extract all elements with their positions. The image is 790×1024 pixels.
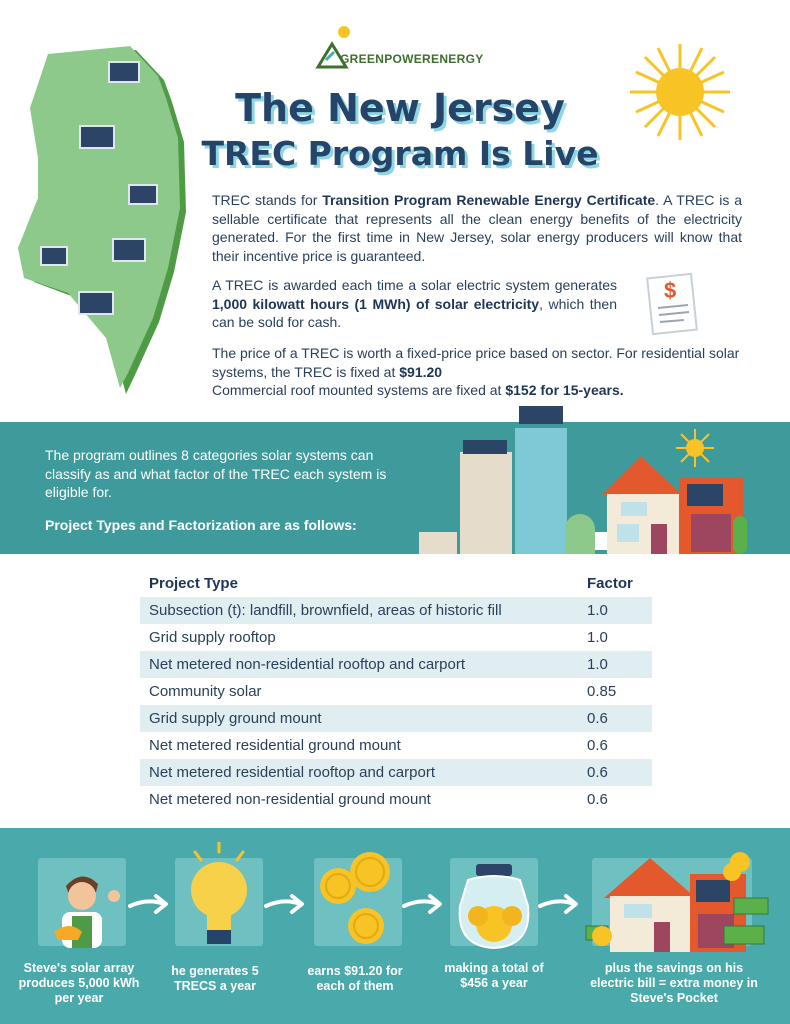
page-title-line2: TREC Program Is Live [201, 134, 599, 173]
sun-icon [618, 42, 742, 142]
intro-paragraph-3: The price of a TREC is worth a fixed-price price based on sector. For residential solar systems, the TREC is fixed at $91.20 Commercial roof mounted systems are fixed at $152 for 15-years. [212, 345, 740, 398]
solar-panel-icon [79, 125, 115, 149]
factor-cell: 0.6 [578, 759, 652, 786]
solar-panel-icon [519, 406, 563, 424]
bush-icon [565, 514, 595, 554]
page-title-line1: The New Jersey [235, 86, 565, 130]
project-type-table [140, 570, 652, 813]
step-caption: he generates 5 TRECS a year [171, 964, 259, 993]
project-type-cell: Net metered non-residential ground mount [149, 791, 431, 808]
table-row [140, 786, 652, 813]
project-type-cell: Net metered residential ground mount [149, 737, 401, 754]
factor-cell: 0.85 [587, 683, 617, 700]
table-row [140, 732, 652, 759]
project-type-cell: Community solar [149, 683, 262, 700]
house-money-icon [584, 842, 774, 954]
arrow-right-icon [264, 892, 308, 916]
lightbulb-icon [183, 842, 255, 948]
table-row [140, 651, 652, 678]
band-description: The program outlines 8 categories solar systems can classify as and what factor of the TREC each system is eligible for. [45, 447, 387, 500]
intro-paragraph-2: A TREC is awarded each time a solar electric system generates 1,000 kilowatt hours (1 MWh) of solar electricity, which then can be sold for cash. [212, 277, 617, 330]
house-icon [593, 444, 743, 554]
city-illustration [415, 400, 790, 554]
step-caption: Steve's solar array produces 5,000 kWh per year [18, 961, 140, 1005]
factor-cell: 0.6 [578, 705, 652, 732]
coins-icon [314, 850, 402, 954]
building-icon [460, 452, 512, 554]
factor-cell: 1.0 [578, 651, 652, 678]
table-header-row [140, 570, 652, 597]
band-subheading: Project Types and Factorization are as follows: [45, 517, 357, 533]
small-building-icon [419, 532, 457, 554]
step-caption: plus the savings on his electric bill = extra money in Steve's Pocket [590, 961, 758, 1005]
solar-panel-icon [112, 238, 146, 262]
factor-cell: 0.6 [587, 791, 608, 808]
arrow-right-icon [538, 892, 582, 916]
project-type-cell: Subsection (t): landfill, brownfield, areas of historic fill [140, 597, 578, 624]
tree-icon [733, 516, 747, 554]
table-row [140, 597, 652, 624]
person-icon [48, 866, 120, 948]
factor-cell: 0.6 [587, 737, 608, 754]
solar-panel-icon [78, 291, 114, 315]
new-jersey-map [14, 42, 194, 397]
logo-text: GREENPOWERENERGY [340, 52, 484, 66]
dollar-icon: $ [664, 278, 677, 303]
project-type-header: Project Type [149, 575, 238, 592]
project-type-cell: Grid supply rooftop [149, 629, 276, 646]
money-jar-icon [454, 862, 534, 952]
project-type-cell: Net metered non-residential rooftop and carport [140, 651, 578, 678]
solar-panel-icon [40, 246, 68, 266]
project-type-cell: Net metered residential rooftop and carport [140, 759, 578, 786]
solar-panel-icon [108, 61, 140, 83]
tower-icon [515, 428, 567, 554]
intro-paragraph-1: TREC stands for Transition Program Renewable Energy Certificate. A TREC is a sellable certificate that represents all the clean energy benefits of the electricity generated. For the first time in New Jersey, solar energy producers will know that their incentive price is guaranteed. [212, 192, 742, 264]
project-type-cell: Grid supply ground mount [140, 705, 578, 732]
solar-panel-icon [128, 184, 158, 205]
sun-small-icon [675, 428, 715, 468]
table-row [140, 705, 652, 732]
step-caption: earns $91.20 for each of them [307, 964, 403, 993]
table-row [140, 678, 652, 705]
solar-panel-icon [463, 440, 507, 454]
arrow-right-icon [402, 892, 446, 916]
arrow-right-icon [128, 892, 172, 916]
table-row [140, 624, 652, 651]
table-row [140, 759, 652, 786]
factor-cell: 1.0 [587, 629, 608, 646]
step-caption: making a total of $456 a year [444, 961, 544, 990]
factor-cell: 1.0 [578, 597, 652, 624]
factor-header: Factor [587, 575, 633, 592]
